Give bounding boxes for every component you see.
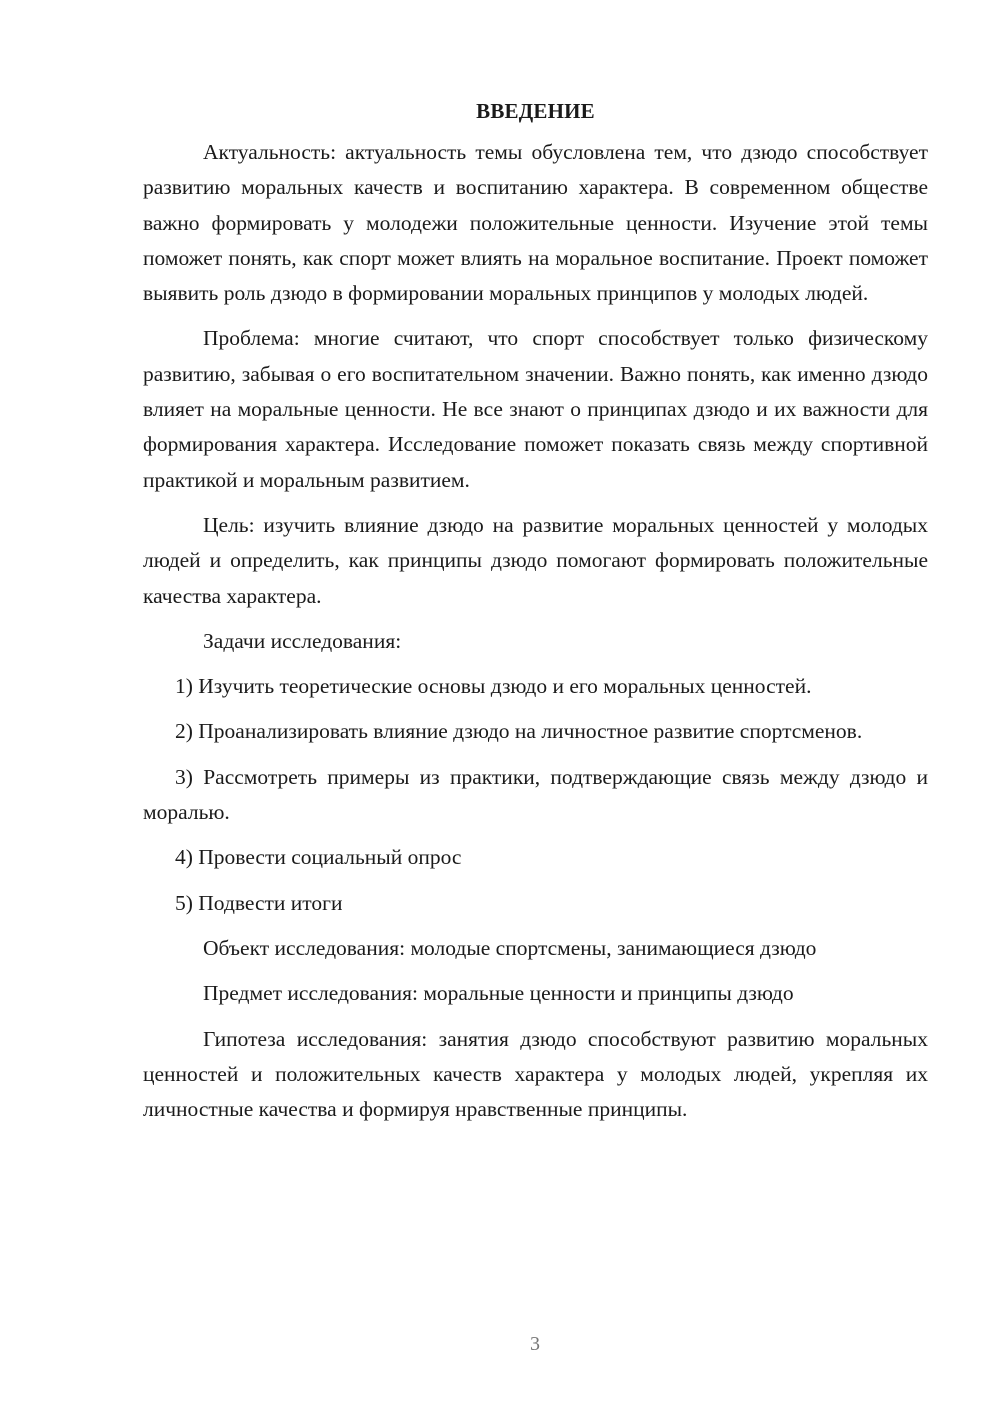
problem-paragraph: Проблема: многие считают, что спорт способствует только физическому развитию, забывая о его воспитательном значении. Важно понять, как именно дзюдо влияет на моральные ценности. Не все знают о принципах дзюдо и их важности для формирования характера. Исследование поможет показать связь между спортивной практикой и моральным развитием. — [143, 326, 928, 492]
page-title: ВВЕДЕНИЕ — [476, 99, 595, 123]
task-item-4: 4) Провести социальный опрос — [175, 845, 462, 870]
research-object: Объект исследования: молодые спортсмены, занимающиеся дзюдо — [203, 935, 817, 960]
goal-paragraph: Цель: изучить влияние дзюдо на развитие моральных ценностей у молодых людей и определить, как принципы дзюдо помогают формировать положительные качества характера. — [143, 512, 928, 608]
task-item-1: 1) Изучить теоретические основы дзюдо и его моральных ценностей. — [175, 674, 812, 699]
tasks-heading: Задачи исследования: — [203, 628, 402, 653]
page-number: 3 — [530, 1333, 540, 1355]
task-item-5: 5) Подвести итоги — [175, 890, 343, 915]
task-item-2: 2) Проанализировать влияние дзюдо на личностное развитие спортсменов. — [175, 719, 863, 744]
task-item-3: 3) Рассмотреть примеры из практики, подтверждающие связь между дзюдо и моралью. — [143, 764, 928, 825]
research-subject: Предмет исследования: моральные ценности и принципы дзюдо — [203, 981, 794, 1006]
page-content — [143, 96, 928, 1127]
relevance-paragraph: Актуальность: актуальность темы обусловлена тем, что дзюдо способствует развитию моральных качеств и воспитанию характера. В современном обществе важно формировать у молодежи положительные ценности. Изучение этой темы поможет понять, как спорт может влиять на моральное воспитание. Проект поможет выявить роль дзюдо в формировании моральных принципов у молодых людей. — [143, 140, 928, 306]
hypothesis-paragraph: Гипотеза исследования: занятия дзюдо способствуют развитию моральных ценностей и положительных качеств характера у молодых людей, укрепляя их личностные качества и формируя нравственные принципы. — [143, 1026, 928, 1122]
